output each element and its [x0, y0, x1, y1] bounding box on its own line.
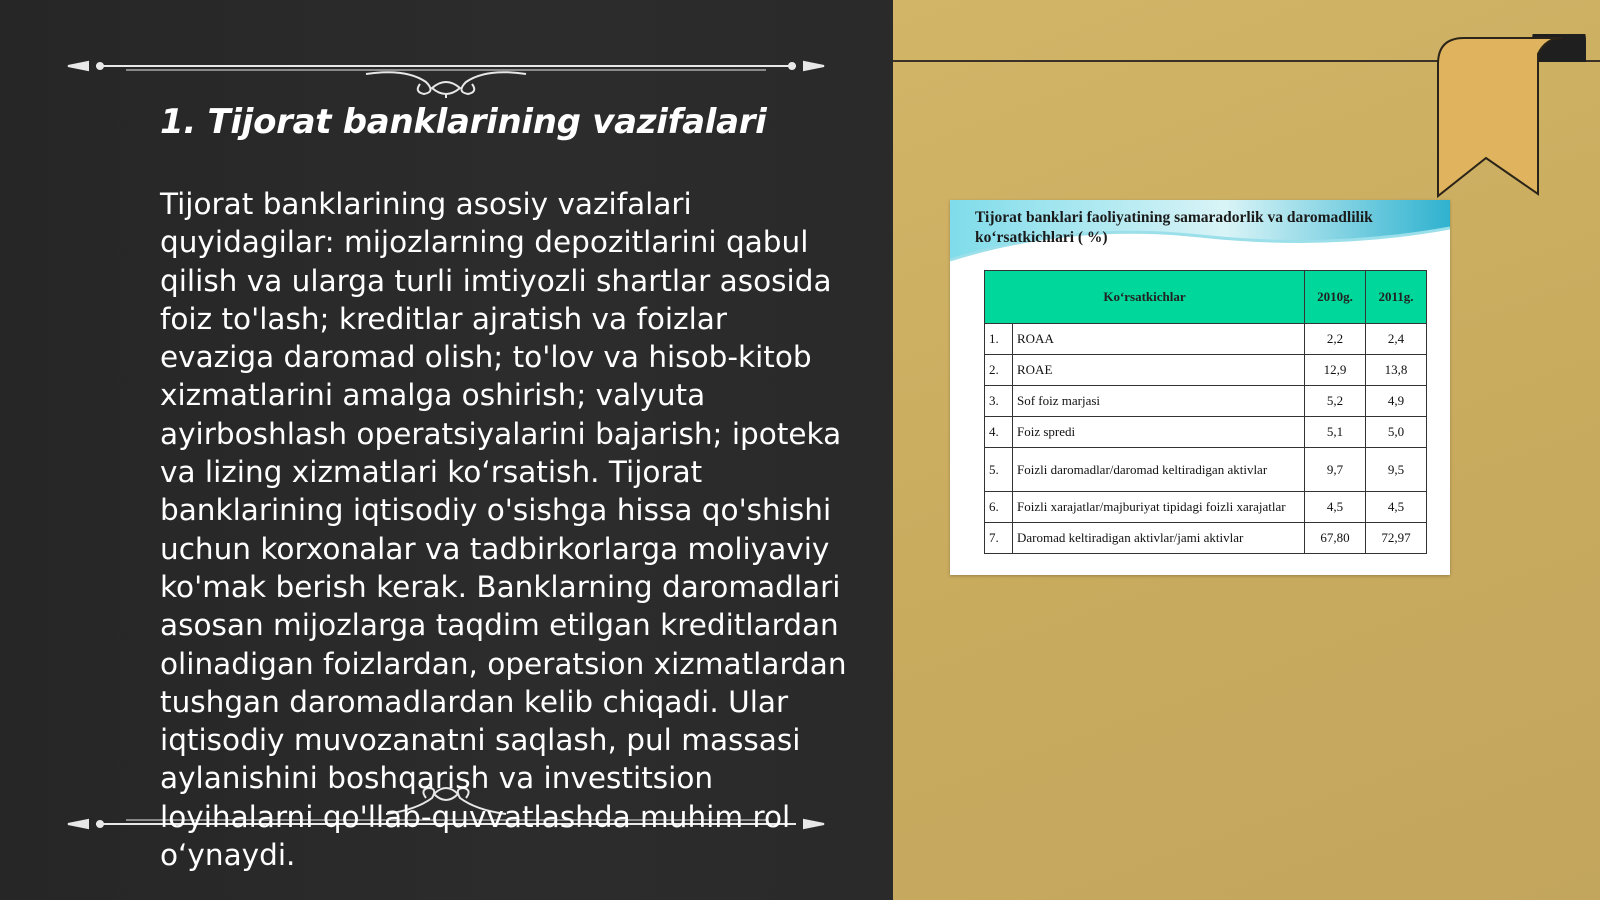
- row-value-2010: 2,2: [1305, 324, 1366, 355]
- ribbon-bookmark-icon: [1434, 34, 1600, 200]
- row-value-2010: 4,5: [1305, 492, 1366, 523]
- slide-title: 1. Tijorat banklarining vazifalari: [160, 102, 767, 142]
- row-value-2010: 5,2: [1305, 386, 1366, 417]
- row-indicator: Daromad keltiradigan aktivlar/jami aktivlar: [1013, 523, 1305, 554]
- row-value-2011: 9,5: [1366, 448, 1427, 492]
- row-value-2010: 67,80: [1305, 523, 1366, 554]
- table-row: [985, 355, 1427, 386]
- row-value-2011: 13,8: [1366, 355, 1427, 386]
- row-number: 7.: [985, 523, 1013, 554]
- table-row: [985, 523, 1427, 554]
- row-indicator: ROAE: [1013, 355, 1305, 386]
- row-number: 3.: [985, 386, 1013, 417]
- table-row: [985, 324, 1427, 355]
- row-indicator: ROAA: [1013, 324, 1305, 355]
- row-value-2010: 5,1: [1305, 417, 1366, 448]
- row-number: 5.: [985, 448, 1013, 492]
- table-row: [985, 386, 1427, 417]
- row-value-2011: 5,0: [1366, 417, 1427, 448]
- table-row: [985, 417, 1427, 448]
- row-indicator: Foiz spredi: [1013, 417, 1305, 448]
- row-value-2010: 9,7: [1305, 448, 1366, 492]
- row-number: 4.: [985, 417, 1013, 448]
- slide-body-text: Tijorat banklarining asosiy vazifalari quyidagilar: mijozlarning depozitlarini qabul qilish va ularga turli imtiyozli shartlar asosida foiz to'lash; kreditlar ajratish va foizlar evaziga daromad olish; to'lov va hisob-kitob xizmatlarini amalga oshirish; valyuta ayirboshlash operatsiyalarini bajarish; ipoteka va lizing xizmatlari ko‘rsatish. Tijorat banklarining iqtisodiy o'sishga hissa qo'shishi uchun korxonalar va tadbirkorlarga moliyaviy ko'mak berish kerak. Banklarning daromadlari asosan mijozlarga taqdim etilgan kreditlardan olinadigan foizlardan, operatsion xizmatlardan tushgan daromadlardan kelib chiqadi. Ular iqtisodiy muvozanatni saqlash, pul massasi aylanishini boshqarish va investitsion loyihalarni qo'llab-quvvatlashda muhim rol o‘ynaydi.: [160, 187, 847, 873]
- header-2011: 2011g.: [1366, 271, 1427, 324]
- row-value-2010: 12,9: [1305, 355, 1366, 386]
- header-2010: 2010g.: [1305, 271, 1366, 324]
- header-indicators: Ko‘rsatkichlar: [985, 271, 1305, 324]
- row-indicator: Foizli daromadlar/daromad keltiradigan aktivlar: [1013, 448, 1305, 492]
- row-value-2011: 4,5: [1366, 492, 1427, 523]
- table-title: Tijorat banklari faoliyatining samaradorlik va daromadlilik ko‘rsatkichlari ( %): [975, 209, 1373, 246]
- scroll-ornament-divider: [66, 38, 826, 98]
- table-header-row: [985, 271, 1427, 324]
- row-value-2011: 4,9: [1366, 386, 1427, 417]
- row-value-2011: 72,97: [1366, 523, 1427, 554]
- row-number: 2.: [985, 355, 1013, 386]
- row-number: 6.: [985, 492, 1013, 523]
- row-indicator: Sof foiz marjasi: [1013, 386, 1305, 417]
- row-number: 1.: [985, 324, 1013, 355]
- row-value-2011: 2,4: [1366, 324, 1427, 355]
- row-indicator: Foizli xarajatlar/majburiyat tipidagi foizli xarajatlar: [1013, 492, 1305, 523]
- indicators-table-card: [950, 200, 1450, 575]
- table-row: [985, 492, 1427, 523]
- indicators-table: [984, 270, 1427, 554]
- table-row: [985, 448, 1427, 492]
